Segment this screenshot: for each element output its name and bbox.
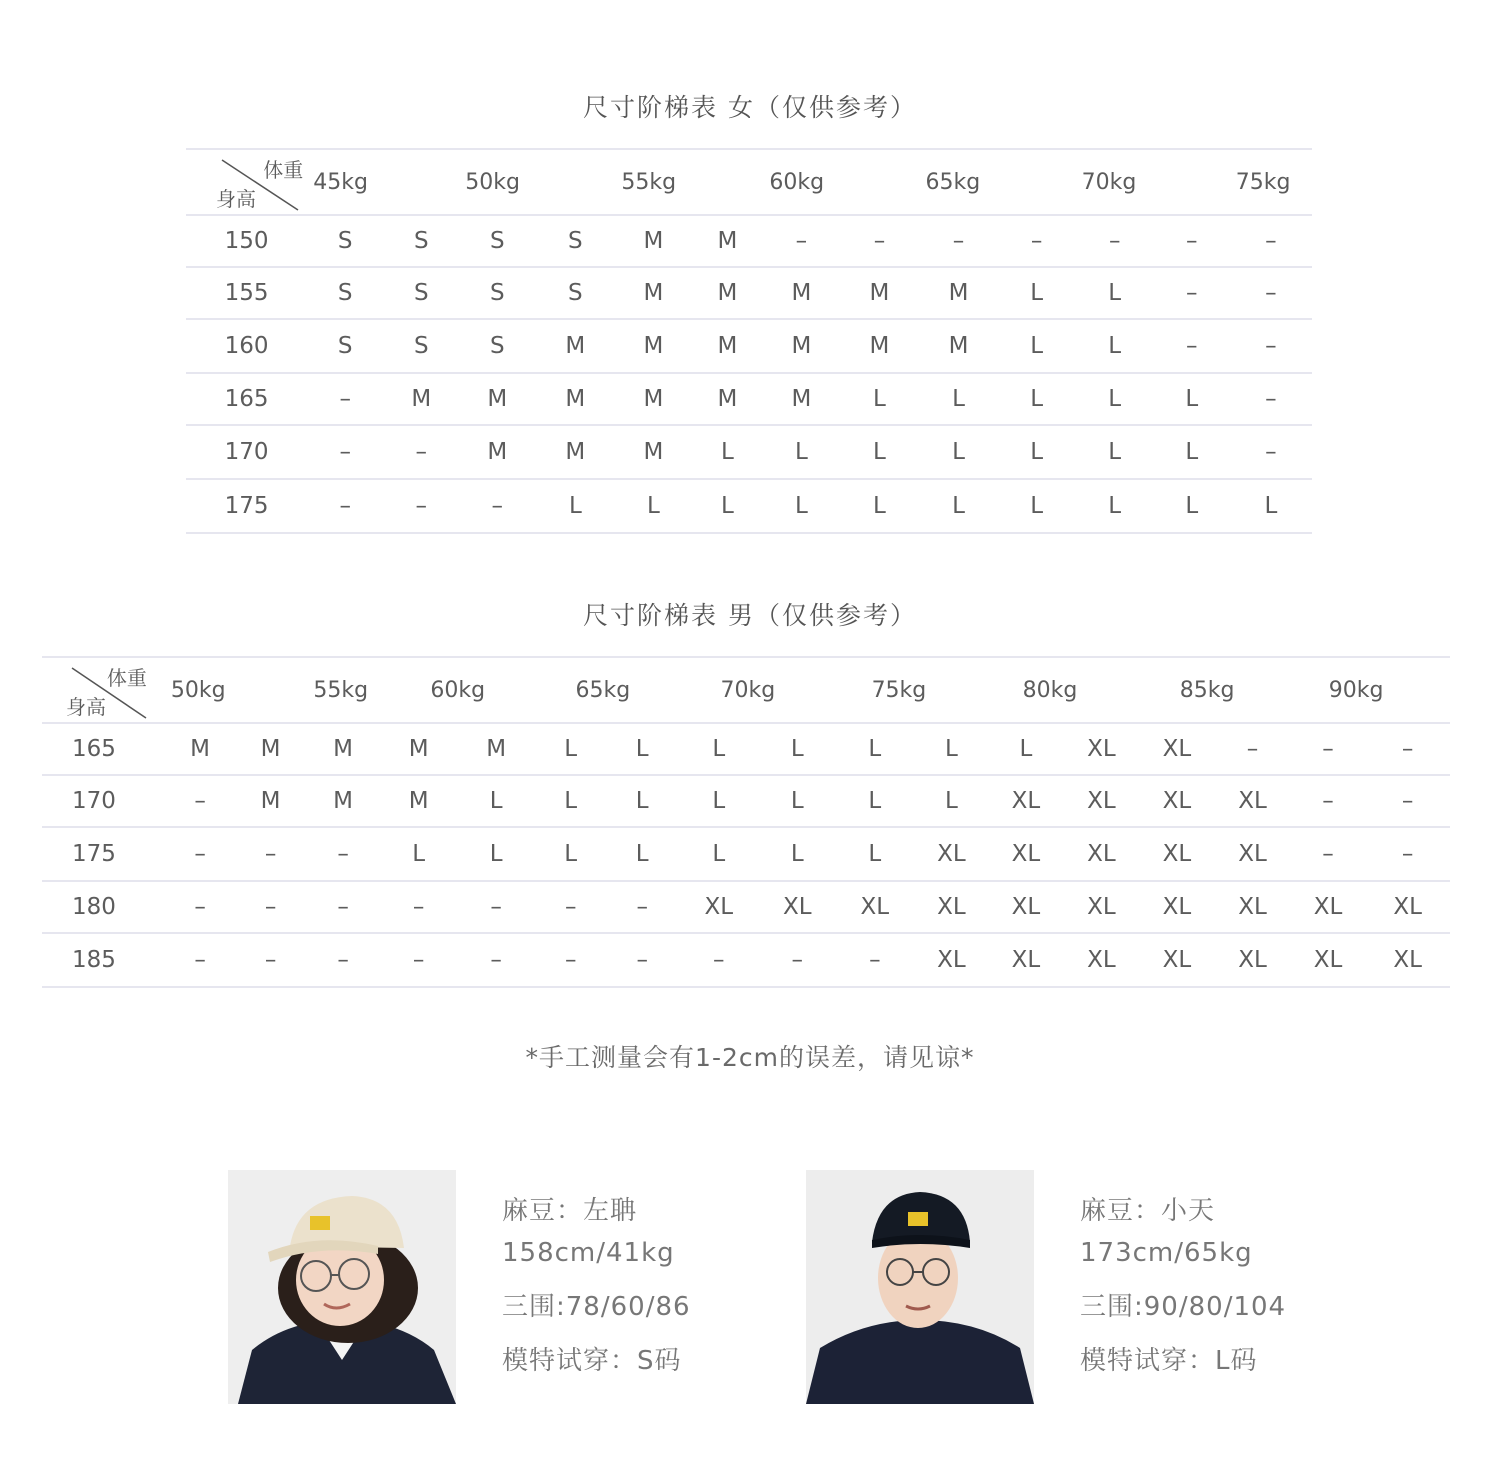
size-cell: L [989,723,1064,775]
size-cell: XL [1063,933,1140,987]
size-cell: XL [914,933,989,987]
height-cell: 180 [42,881,165,933]
women-row [186,267,1312,319]
size-cell: XL [1063,881,1140,933]
size-cell: XL [914,881,989,933]
women-row [186,373,1312,425]
size-cell: S [459,215,535,267]
size-cell: – [1214,723,1291,775]
size-cell: M [306,723,381,775]
size-cell: – [165,881,235,933]
size-cell: L [535,775,605,827]
size-cell: L [914,723,989,775]
size-cell: L [678,723,759,775]
weight-header: 55kg [615,149,763,215]
men-row [42,775,1450,827]
size-cell: L [457,775,536,827]
size-cell: – [535,933,605,987]
size-cell: L [1154,373,1230,425]
model-info-male [1080,1190,1286,1388]
size-cell: M [615,319,691,373]
size-cell: – [165,933,235,987]
height-cell: 175 [186,479,307,533]
size-cell: XL [1365,933,1450,987]
size-cell: S [383,319,459,373]
women-size-table [186,148,1312,534]
size-cell: – [457,933,536,987]
size-cell: – [678,933,759,987]
size-cell: – [459,479,535,533]
size-cell: – [1230,267,1312,319]
size-cell: M [235,723,305,775]
height-cell: 170 [42,775,165,827]
women-table-title: 尺寸阶梯表 女（仅供参考） [583,93,917,122]
size-cell: – [1230,215,1312,267]
size-cell: L [763,479,839,533]
size-cell: XL [989,933,1064,987]
model-stats: 158cm/41kg [502,1238,675,1268]
size-cell: – [836,933,915,987]
size-cell: L [1154,479,1230,533]
men-row [42,933,1450,987]
men-size-table [42,656,1450,988]
size-cell: S [459,267,535,319]
weight-header: 85kg [1140,657,1291,723]
male-model-illustration [806,1170,1034,1404]
weight-header: 75kg [836,657,989,723]
measurement-note: *手工测量会有1-2cm的误差，请见谅* [525,1043,975,1072]
size-cell: – [1291,827,1366,881]
weight-header: 50kg [165,657,235,723]
model-photo-female [228,1170,456,1404]
weight-header: 80kg [989,657,1140,723]
size-cell: XL [1063,775,1140,827]
size-cell: – [1365,775,1450,827]
size-cell: – [380,933,457,987]
size-cell: M [459,425,535,479]
size-cell: L [678,775,759,827]
weight-header: 60kg [763,149,919,215]
size-cell: – [457,881,536,933]
size-cell: XL [914,827,989,881]
weight-label: 体重 [263,158,304,182]
size-cell: S [307,215,383,267]
size-cell: L [1076,373,1154,425]
size-cell: – [1365,723,1450,775]
size-cell: – [920,215,998,267]
men-table-title: 尺寸阶梯表 男（仅供参考） [583,601,917,630]
size-cell: L [691,425,763,479]
size-cell: L [606,775,679,827]
size-cell: – [307,373,383,425]
size-cell: – [535,881,605,933]
women-row [186,319,1312,373]
weight-header: 45kg [307,149,459,215]
size-cell: XL [1140,933,1215,987]
size-cell: L [836,827,915,881]
weight-header: 70kg [1076,149,1230,215]
size-cell: M [306,775,381,827]
weight-header: 65kg [920,149,1076,215]
model-name: 麻豆：左聃 [502,1196,638,1226]
model-info-female [502,1190,691,1388]
size-cell: – [235,881,305,933]
size-cell: M [763,319,839,373]
size-cell: L [535,479,615,533]
women-row [186,479,1312,533]
size-cell: – [235,933,305,987]
size-cell: L [839,373,919,425]
size-cell: M [615,215,691,267]
size-cell: S [307,319,383,373]
size-cell: M [839,267,919,319]
height-cell: 165 [42,723,165,775]
size-cell: – [606,881,679,933]
size-cell: – [839,215,919,267]
size-cell: XL [1140,723,1215,775]
size-cell: – [1154,267,1230,319]
weight-header: 75kg [1230,149,1312,215]
model-measurements: 三围:90/80/104 [1080,1292,1287,1322]
size-cell: L [1076,479,1154,533]
size-cell: – [306,881,381,933]
size-cell: – [1291,723,1366,775]
size-cell: L [678,827,759,881]
size-cell: – [1076,215,1154,267]
size-cell: XL [759,881,836,933]
size-cell: XL [1214,775,1291,827]
height-cell: 150 [186,215,307,267]
size-cell: L [836,775,915,827]
size-cell: M [691,373,763,425]
height-cell: 155 [186,267,307,319]
size-cell: M [615,267,691,319]
size-cell: XL [1140,881,1215,933]
height-cell: 170 [186,425,307,479]
size-cell: – [606,933,679,987]
size-cell: L [1076,267,1154,319]
size-cell: L [836,723,915,775]
size-cell: L [1230,479,1312,533]
size-cell: S [307,267,383,319]
women-header-row [186,149,1312,215]
size-cell: S [535,215,615,267]
model-measurements: 三围:78/60/86 [502,1292,691,1322]
size-cell: M [535,373,615,425]
weight-header: 60kg [380,657,535,723]
size-cell: L [691,479,763,533]
size-cell: XL [1291,881,1366,933]
women-corner-cell [186,149,307,215]
size-cell: XL [989,775,1064,827]
size-cell: L [1154,425,1230,479]
size-cell: M [763,373,839,425]
weight-header: 70kg [678,657,835,723]
size-cell: L [759,723,836,775]
size-cell: M [615,425,691,479]
size-cell: L [759,775,836,827]
weight-header: 50kg [459,149,615,215]
size-cell: L [914,775,989,827]
size-cell: XL [989,827,1064,881]
size-cell: S [535,267,615,319]
size-cell: M [839,319,919,373]
size-cell: XL [1140,775,1215,827]
size-cell: M [691,267,763,319]
size-cell: L [759,827,836,881]
female-model-illustration [228,1170,456,1404]
model-name: 麻豆：小天 [1080,1196,1216,1226]
height-label: 身高 [216,187,256,211]
height-label: 身高 [66,695,106,719]
size-cell: XL [1214,933,1291,987]
size-cell: L [457,827,536,881]
size-cell: L [998,267,1076,319]
size-cell: – [1230,373,1312,425]
size-cell: M [165,723,235,775]
height-cell: 160 [186,319,307,373]
size-cell: L [839,425,919,479]
size-cell: – [1365,827,1450,881]
size-cell: M [615,373,691,425]
size-cell: XL [1214,827,1291,881]
size-cell: XL [1214,881,1291,933]
size-cell: L [763,425,839,479]
size-cell: XL [678,881,759,933]
size-cell: – [380,881,457,933]
height-cell: 185 [42,933,165,987]
size-cell: M [459,373,535,425]
size-cell: L [920,373,998,425]
size-cell: – [1291,775,1366,827]
model-stats: 173cm/65kg [1080,1238,1253,1268]
women-row [186,215,1312,267]
size-cell: L [606,827,679,881]
size-cell: L [380,827,457,881]
size-cell: XL [1063,827,1140,881]
height-cell: 165 [186,373,307,425]
size-cell: – [165,775,235,827]
size-cell: XL [1365,881,1450,933]
size-cell: M [235,775,305,827]
size-cell: S [383,267,459,319]
size-cell: XL [836,881,915,933]
size-cell: L [920,425,998,479]
size-cell: – [235,827,305,881]
size-cell: L [998,373,1076,425]
size-cell: – [306,933,381,987]
height-cell: 175 [42,827,165,881]
size-cell: M [380,723,457,775]
size-cell: XL [1063,723,1140,775]
size-cell: XL [989,881,1064,933]
size-cell: M [691,319,763,373]
size-cell: M [383,373,459,425]
men-corner-cell [42,657,165,723]
size-cell: – [1230,319,1312,373]
size-cell: L [998,319,1076,373]
size-cell: M [691,215,763,267]
size-cell: – [759,933,836,987]
model-size: 模特试穿：S码 [502,1346,682,1376]
size-cell: – [306,827,381,881]
weight-header: 65kg [535,657,678,723]
weight-label: 体重 [106,666,147,690]
size-cell: – [1230,425,1312,479]
size-cell: S [459,319,535,373]
men-row [42,827,1450,881]
size-cell: M [535,425,615,479]
size-cell: L [535,827,605,881]
men-row [42,881,1450,933]
size-cell: – [1154,319,1230,373]
size-cell: S [383,215,459,267]
size-cell: L [535,723,605,775]
size-cell: M [535,319,615,373]
size-cell: M [763,267,839,319]
size-cell: – [998,215,1076,267]
size-cell: M [920,267,998,319]
weight-header: 90kg [1291,657,1450,723]
size-cell: L [998,425,1076,479]
women-row [186,425,1312,479]
size-cell: – [165,827,235,881]
size-cell: – [1154,215,1230,267]
size-cell: L [1076,319,1154,373]
size-cell: – [763,215,839,267]
size-cell: L [615,479,691,533]
size-cell: – [307,425,383,479]
size-cell: – [383,425,459,479]
model-photo-male [806,1170,1034,1404]
size-cell: XL [1140,827,1215,881]
size-cell: L [998,479,1076,533]
size-cell: L [1076,425,1154,479]
men-row [42,723,1450,775]
men-header-row [42,657,1450,723]
size-cell: L [920,479,998,533]
size-cell: L [839,479,919,533]
weight-header: 55kg [235,657,380,723]
size-cell: L [606,723,679,775]
size-cell: – [383,479,459,533]
size-cell: M [457,723,536,775]
size-cell: M [920,319,998,373]
model-size: 模特试穿：L码 [1080,1346,1258,1376]
size-cell: XL [1291,933,1366,987]
size-cell: M [380,775,457,827]
size-cell: – [307,479,383,533]
